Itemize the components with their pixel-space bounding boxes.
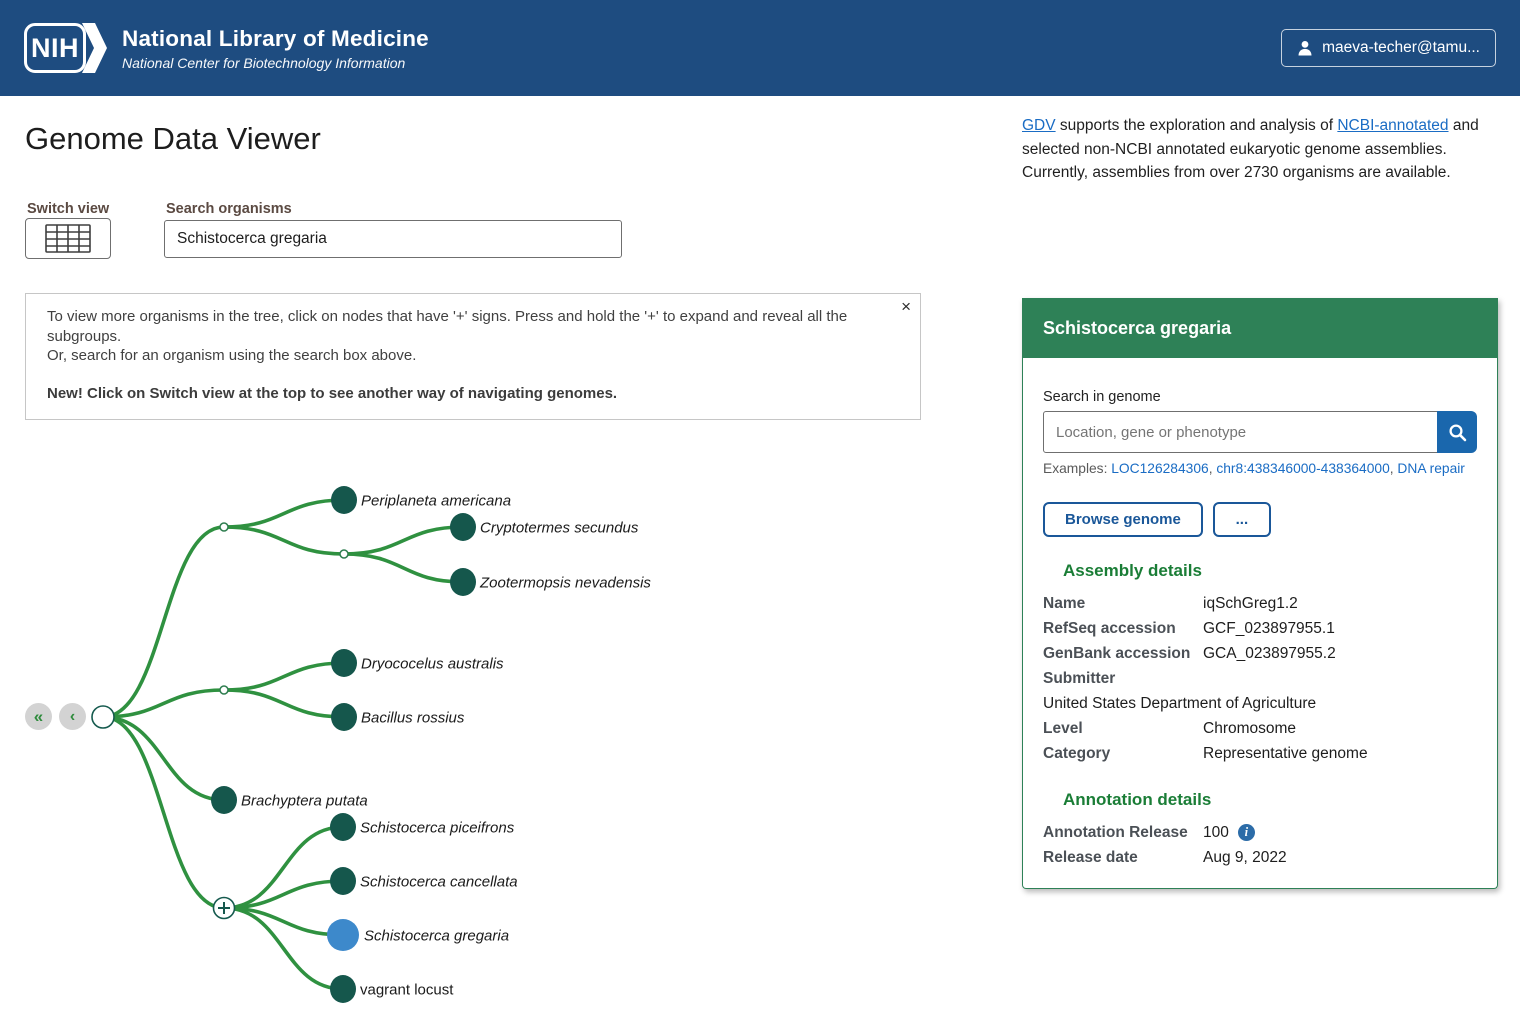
detail-label-category: Category: [1043, 744, 1111, 762]
close-icon[interactable]: ×: [901, 297, 911, 316]
detail-value-submitter: United States Department of Agriculture: [1043, 694, 1317, 712]
tree-leaf-schistocerca-cancellata[interactable]: [330, 867, 356, 895]
tree-leaf-label-bacillus-rossius[interactable]: Bacillus rossius: [361, 709, 465, 727]
tree-edge: [224, 527, 344, 554]
tree-leaf-label-vagrant-locust[interactable]: vagrant locust: [360, 981, 454, 999]
tree-edge: [224, 500, 344, 527]
nlm-logo[interactable]: [24, 23, 429, 73]
notice-line-3: New! Click on Switch view at the top to see another way of navigating genomes.: [47, 384, 618, 402]
search-in-genome-label: Search in genome: [1043, 389, 1161, 405]
detail-row-category: [1043, 741, 1477, 766]
detail-row-level: [1043, 716, 1477, 741]
tree-edge: [344, 527, 463, 554]
tree-edge: [103, 527, 224, 717]
tree-leaf-cryptotermes-secundus[interactable]: [450, 513, 476, 541]
tree-edge: [103, 717, 224, 800]
tree-edge: [224, 690, 344, 717]
person-icon: [1297, 40, 1313, 56]
nih-logo-text: NIH: [31, 32, 79, 63]
detail-row-annotation-release: [1043, 820, 1477, 845]
tree-leaf-bacillus-rossius[interactable]: [331, 703, 357, 731]
example-link-dna-repair[interactable]: DNA repair: [1397, 461, 1465, 476]
detail-value-annotation-release: 100: [1203, 823, 1229, 841]
detail-value-refseq-accession[interactable]: GCF_023897955.1: [1203, 619, 1335, 637]
detail-row-release-date: [1043, 845, 1477, 870]
search-organisms-label: Search organisms: [166, 201, 292, 217]
tree-leaf-label-brachyptera-putata[interactable]: Brachyptera putata: [241, 792, 368, 810]
phylo-tree: [0, 470, 700, 1036]
tree-leaf-label-dryococelus-australis[interactable]: Dryococelus australis: [361, 655, 504, 673]
logo-subtitle: National Center for Biotechnology Information: [122, 54, 406, 71]
genome-search-examples: Examples: LOC126284306, chr8:438346000-438364000, DNA repair: [1043, 461, 1465, 476]
assembly-details-heading: Assembly details: [1063, 561, 1202, 580]
detail-label-name: Name: [1043, 594, 1086, 612]
account-label: maeva-techer@tamu...: [1322, 39, 1480, 56]
detail-label-refseq-accession: RefSeq accession: [1043, 619, 1176, 637]
tree-leaf-vagrant-locust[interactable]: [330, 975, 356, 1003]
intro-link-ncbi-annotated[interactable]: NCBI-annotated: [1337, 117, 1449, 134]
tree-leaf-label-cryptotermes-secundus[interactable]: Cryptotermes secundus: [480, 519, 639, 537]
genome-search-input[interactable]: [1043, 411, 1438, 453]
organism-panel: [1022, 298, 1498, 889]
tree-leaf-periplaneta-americana[interactable]: [331, 486, 357, 514]
tree-leaf-label-schistocerca-piceifrons[interactable]: Schistocerca piceifrons: [360, 819, 515, 837]
search-icon: [1448, 423, 1467, 442]
tree-internal-node[interactable]: [220, 686, 228, 694]
annotation-details-heading: Annotation details: [1063, 790, 1212, 809]
notice-line-1: To view more organisms in the tree, click on nodes that have '+' signs. Press and hold the '+' to expand and reveal all the subgroups.: [47, 308, 848, 345]
example-link-loc126284306[interactable]: LOC126284306: [1111, 461, 1209, 476]
info-icon[interactable]: i: [1238, 824, 1255, 841]
detail-label-annotation-release: Annotation Release: [1043, 823, 1188, 841]
tree-leaf-label-zootermopsis-nevadensis[interactable]: Zootermopsis nevadensis: [480, 574, 651, 592]
tree-edge: [344, 554, 463, 582]
tree-leaf-label-periplaneta-americana[interactable]: Periplaneta americana: [361, 492, 512, 510]
detail-value-category: Representative genome: [1203, 744, 1368, 762]
tree-leaf-schistocerca-piceifrons[interactable]: [330, 813, 356, 841]
more-options-button[interactable]: ...: [1213, 502, 1271, 537]
collapse-button[interactable]: ‹: [59, 703, 86, 730]
panel-title: Schistocerca gregaria: [1022, 298, 1498, 358]
intro-text-segment: and selected non-NCBI annotated eukaryotic genome assemblies. Currently, assemblies from over 2730 organisms are available.: [1022, 117, 1479, 181]
page-title: Genome Data Viewer: [25, 121, 321, 156]
intro-text-segment: supports the exploration and analysis of: [1055, 117, 1338, 134]
tree-edge: [103, 717, 224, 908]
logo-title: National Library of Medicine: [122, 25, 429, 51]
switch-view-button[interactable]: [25, 218, 111, 259]
detail-label-genbank-accession: GenBank accession: [1043, 644, 1191, 662]
notice-box: [25, 293, 921, 420]
search-organisms-input[interactable]: [164, 220, 622, 258]
detail-row-refseq-accession: [1043, 616, 1477, 641]
detail-value-release-date: Aug 9, 2022: [1203, 848, 1287, 866]
detail-value-genbank-accession[interactable]: GCA_023897955.2: [1203, 644, 1336, 662]
tree-leaf-label-schistocerca-gregaria[interactable]: Schistocerca gregaria: [364, 927, 510, 945]
detail-value-level: Chromosome: [1203, 719, 1297, 737]
switch-view-label: Switch view: [27, 201, 110, 217]
detail-row-name: [1043, 591, 1477, 616]
notice-line-2: Or, search for an organism using the search box above.: [47, 347, 417, 364]
tree-edge: [224, 663, 344, 690]
example-link-chr8-438346000-438364000[interactable]: chr8:438346000-438364000: [1216, 461, 1390, 476]
tree-root-node[interactable]: [92, 706, 114, 728]
collapse-all-button[interactable]: «: [25, 703, 52, 730]
examples-label: Examples:: [1043, 461, 1112, 476]
detail-label-level: Level: [1043, 719, 1083, 737]
site-header: [0, 0, 1520, 96]
genome-search-button[interactable]: [1437, 411, 1477, 453]
tree-internal-node[interactable]: [340, 550, 348, 558]
detail-value-name: iqSchGreg1.2: [1203, 594, 1298, 612]
intro-link-gdv[interactable]: GDV: [1022, 117, 1056, 134]
tree-leaf-brachyptera-putata[interactable]: [211, 786, 237, 814]
tree-leaf-schistocerca-gregaria[interactable]: [327, 919, 359, 951]
tree-internal-node[interactable]: [220, 523, 228, 531]
detail-label-release-date: Release date: [1043, 848, 1138, 866]
detail-row-genbank-accession: [1043, 641, 1477, 666]
nih-logo: [24, 23, 86, 73]
tree-leaf-label-schistocerca-cancellata[interactable]: Schistocerca cancellata: [360, 873, 518, 891]
browse-genome-button[interactable]: Browse genome: [1043, 502, 1203, 537]
table-view-icon: [45, 224, 91, 253]
tree-edge: [103, 690, 224, 717]
detail-label-submitter: Submitter: [1043, 669, 1116, 687]
account-button[interactable]: [1281, 29, 1496, 67]
intro-text: [1022, 114, 1492, 185]
tree-leaf-zootermopsis-nevadensis[interactable]: [450, 568, 476, 596]
tree-leaf-dryococelus-australis[interactable]: [331, 649, 357, 677]
